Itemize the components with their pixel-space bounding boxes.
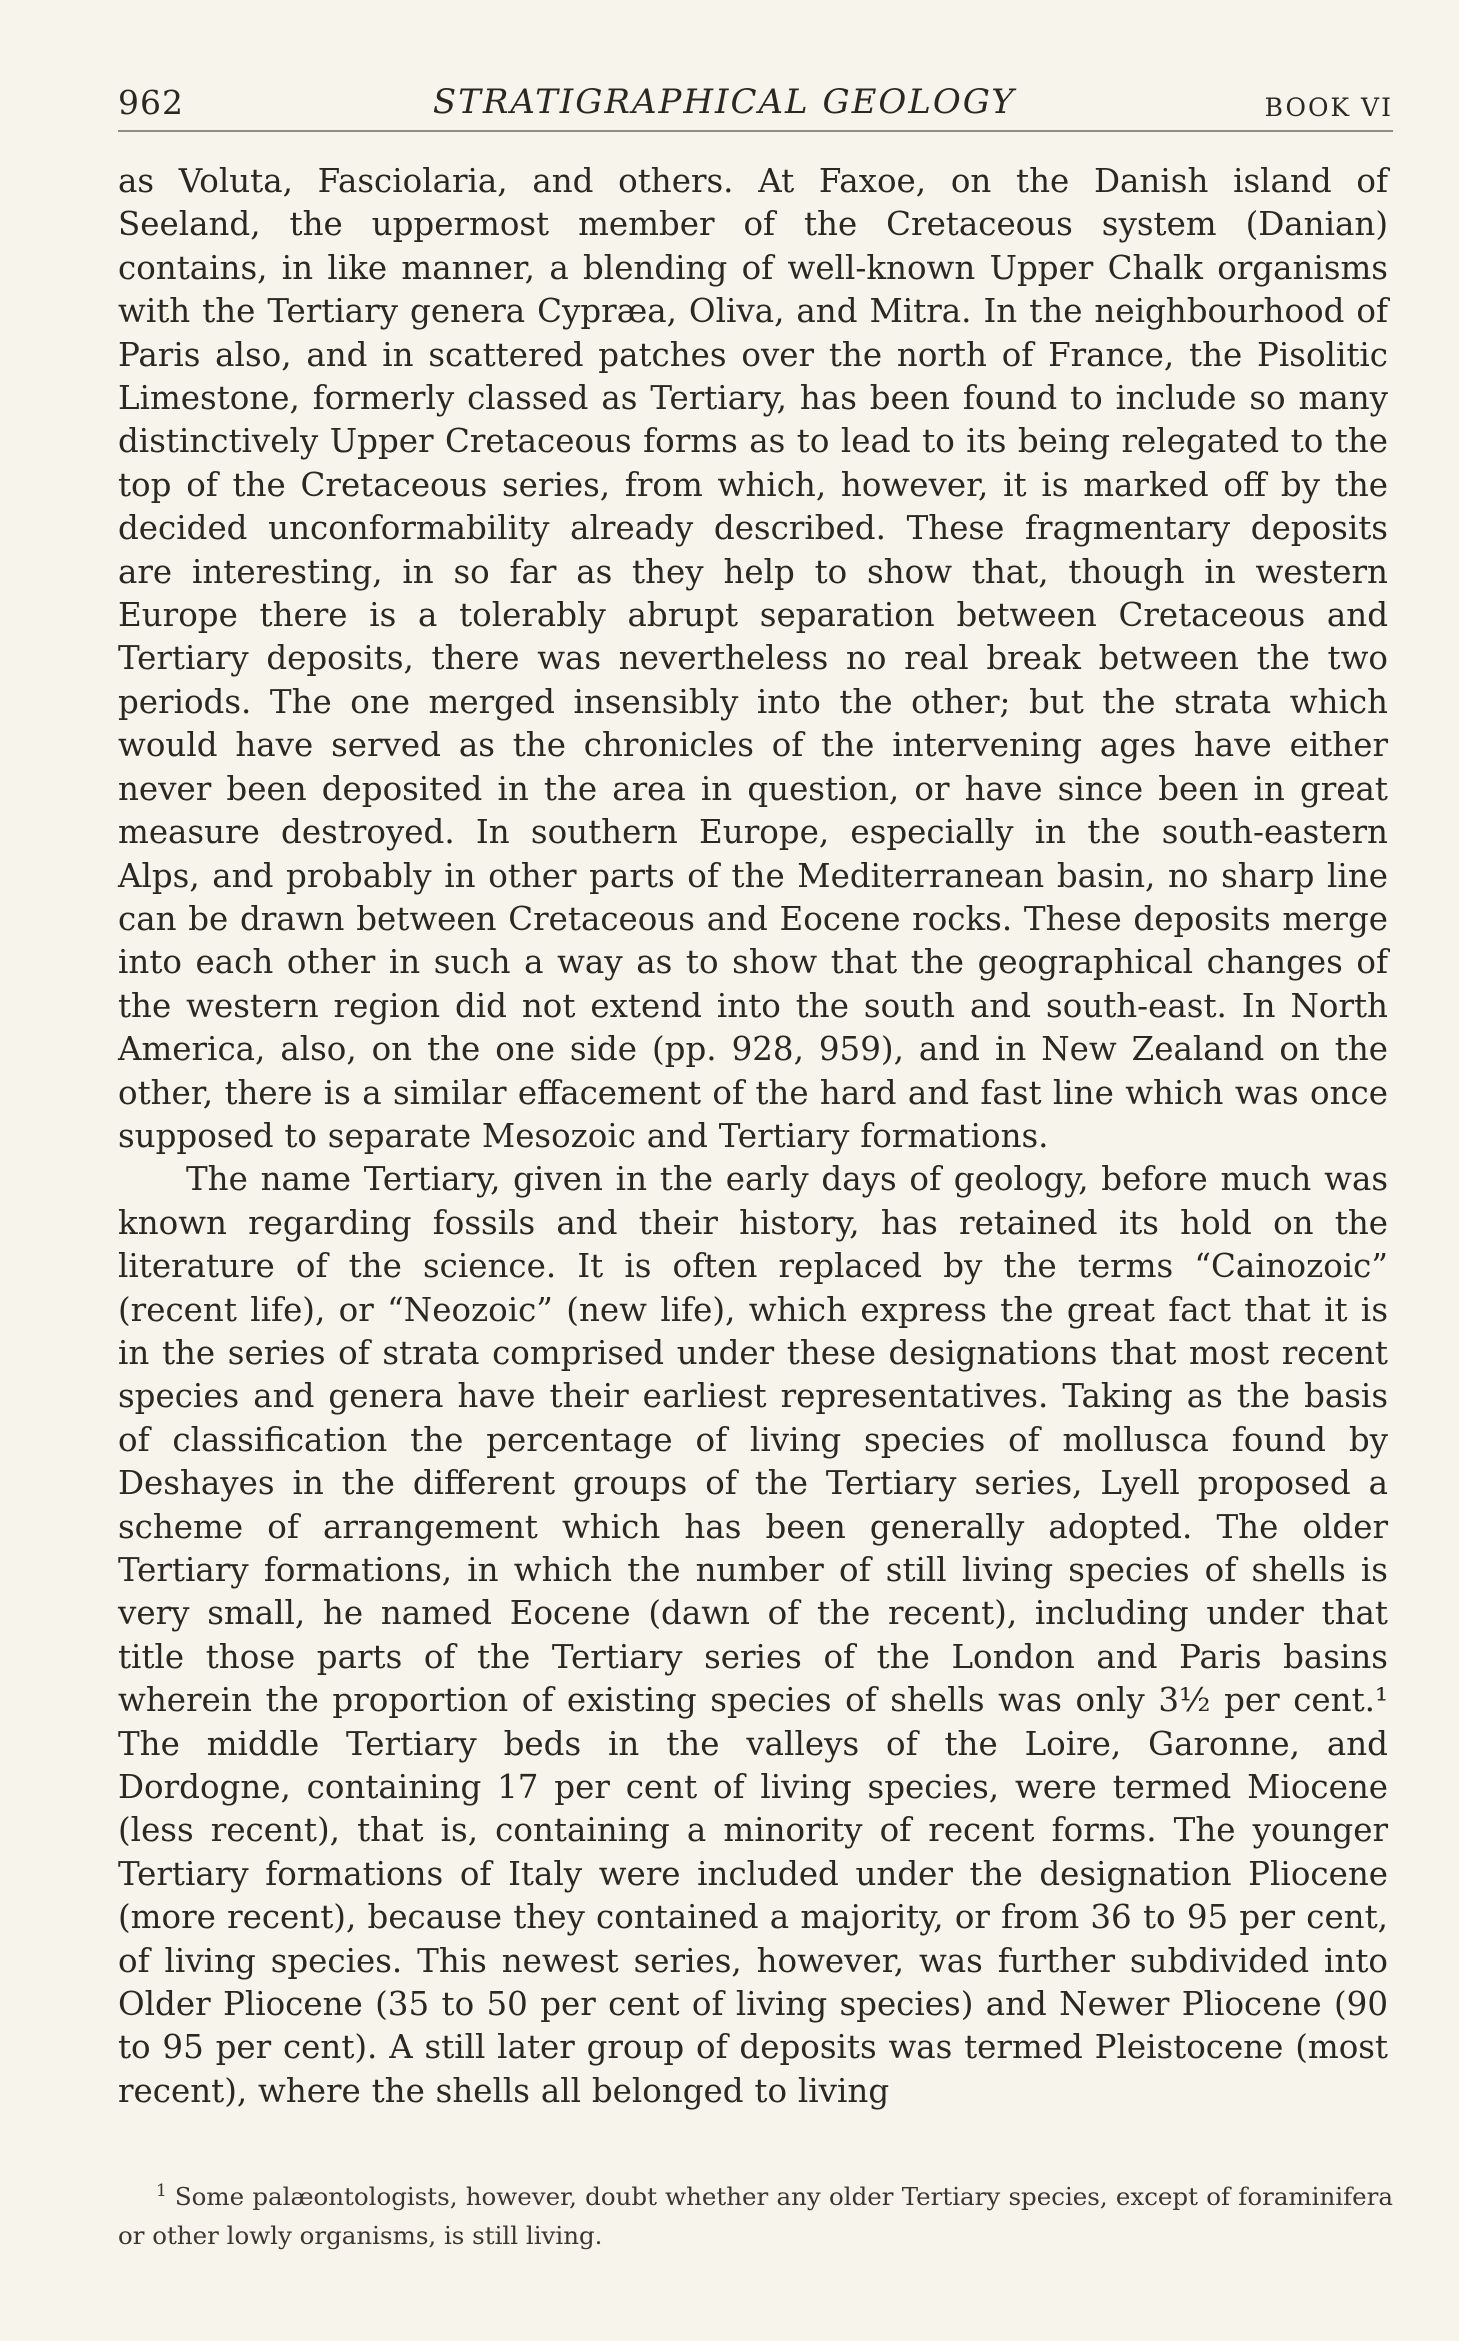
- running-title: STRATIGRAPHICAL GEOLOGY: [432, 82, 1016, 122]
- footnote-text: Some palæontologists, however, doubt whether any older Tertiary species, except of foraminifera or other lowly organisms, is still living.: [118, 2182, 1393, 2251]
- paragraph: as Voluta, Fasciolaria, and others. At Faxoe, on the Danish island of Seeland, the uppermost member of the Cretaceous system (Danian) contains, in like manner, a blending of well-known Upper Chalk organisms with the Tertiary genera Cypræa, Oliva, and Mitra. In the neighbourhood of Paris also, and in scattered patches over the north of France, the Pisolitic Limestone, formerly classed as Tertiary, has been found to include so many distinctively Upper Cretaceous forms as to lead to its being relegated to the top of the Cretaceous series, from which, however, it is marked off by the decided unconformability already described. These fragmentary deposits are interesting, in so far as they help to show that, though in western Europe there is a tolerably abrupt separation between Cretaceous and Tertiary deposits, there was nevertheless no real break between the two periods. The one merged insensibly into the other; but the strata which would have served as the chronicles of the intervening ages have either never been deposited in the area in question, or have since been in great measure destroyed. In southern Europe, especially in the south-eastern Alps, and probably in other parts of the Mediterranean basin, no sharp line can be drawn between Cretaceous and Eocene rocks. These deposits merge into each other in such a way as to show that the geographical changes of the western region did not extend into the south and south-east. In North America, also, on the one side (pp. 928, 959), and in New Zealand on the other, there is a similar effacement of the hard and fast line which was once supposed to separate Mesozoic and Tertiary formations.: [118, 162, 1388, 1155]
- paragraph: The name Tertiary, given in the early days of geology, before much was known regarding fossils and their history, has retained its hold on the literature of the science. It is often replaced by the terms “Cainozoic” (recent life), or “Neozoic” (new life), which express the great fact that it is in the series of strata comprised under these designations that most recent species and genera have their earliest representatives. Taking as the basis of classification the percentage of living species of mollusca found by Deshayes in the different groups of the Tertiary series, Lyell proposed a scheme of arrangement which has been generally adopted. The older Tertiary formations, in which the number of still living species of shells is very small, he named Eocene (dawn of the recent), including under that title those parts of the Tertiary series of the London and Paris basins wherein the proportion of existing species of shells was only 3½ per cent.¹ The middle Tertiary beds in the valleys of the Loire, Garonne, and Dordogne, containing 17 per cent of living species, were termed Miocene (less recent), that is, containing a minority of recent forms. The younger Tertiary formations of Italy were included under the designation Pliocene (more recent), because they contained a majority, or from 36 to 95 per cent, of living species. This newest series, however, was further subdivided into Older Pliocene (35 to 50 per cent of living species) and Newer Pliocene (90 to 95 per cent). A still later group of deposits was termed Pleistocene (most recent), where the shells all belonged to living: [118, 1160, 1388, 2110]
- footnote-marker: 1: [156, 2181, 167, 2201]
- page-number: 962: [118, 83, 184, 122]
- page-header: [118, 70, 1393, 132]
- book-label: BOOK VI: [1264, 93, 1393, 122]
- main-text: [118, 160, 1388, 2113]
- footnote: [118, 2172, 1393, 2255]
